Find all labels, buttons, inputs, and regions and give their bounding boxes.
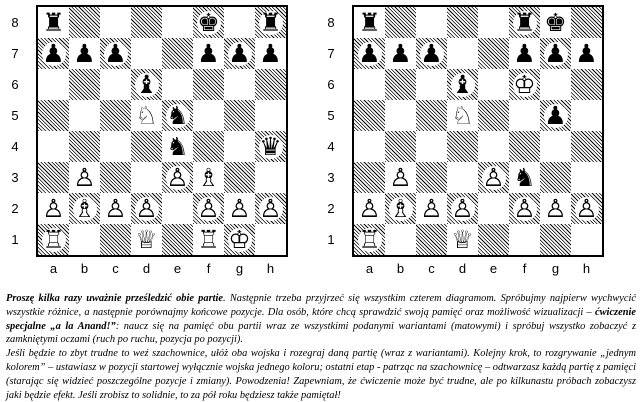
white-queen-icon: ♕ — [451, 225, 474, 254]
square-d2 — [447, 193, 478, 224]
square-b8 — [385, 7, 416, 38]
square-c2 — [100, 193, 131, 224]
square-d1 — [447, 224, 478, 255]
square-a5 — [38, 100, 69, 131]
black-queen-icon: ♛ — [259, 132, 282, 161]
file-label: b — [396, 261, 405, 276]
square-d8 — [131, 7, 162, 38]
black-pawn-icon: ♟ — [104, 39, 127, 68]
square-b1 — [385, 224, 416, 255]
square-d6 — [447, 69, 478, 100]
rank-label: 7 — [11, 46, 19, 61]
square-c6 — [100, 69, 131, 100]
square-g6 — [224, 69, 255, 100]
square-d3 — [131, 162, 162, 193]
square-h4 — [255, 131, 286, 162]
white-pawn-icon: ♙ — [544, 194, 567, 223]
square-d4 — [131, 131, 162, 162]
square-b8 — [69, 7, 100, 38]
square-f7 — [509, 38, 540, 69]
square-e6 — [162, 69, 193, 100]
square-h4 — [571, 131, 602, 162]
square-a4 — [38, 131, 69, 162]
chess-board-right — [352, 5, 604, 257]
white-rook-icon: ♖ — [358, 225, 381, 254]
file-label: g — [235, 261, 244, 276]
square-g7 — [224, 38, 255, 69]
square-h7 — [571, 38, 602, 69]
square-h2 — [571, 193, 602, 224]
square-f6 — [509, 69, 540, 100]
black-rook-icon: ♜ — [513, 8, 536, 37]
black-pawn-icon: ♟ — [73, 39, 96, 68]
white-king-icon: ♔ — [228, 225, 251, 254]
square-g1 — [540, 224, 571, 255]
white-bishop-icon: ♗ — [389, 194, 412, 223]
square-d8 — [447, 7, 478, 38]
square-g1 — [224, 224, 255, 255]
square-a2 — [38, 193, 69, 224]
black-pawn-icon: ♟ — [420, 39, 443, 68]
black-knight-icon: ♞ — [166, 101, 189, 130]
white-knight-icon: ♘ — [135, 101, 158, 130]
square-f5 — [193, 100, 224, 131]
white-pawn-icon: ♙ — [389, 163, 412, 192]
file-labels-right — [354, 261, 602, 277]
rank-label: 8 — [327, 15, 335, 30]
square-e5 — [478, 100, 509, 131]
square-a5 — [354, 100, 385, 131]
rank-label: 7 — [327, 46, 335, 61]
square-e1 — [478, 224, 509, 255]
black-pawn-icon: ♟ — [513, 39, 536, 68]
square-c5 — [100, 100, 131, 131]
black-bishop-icon: ♝ — [135, 70, 158, 99]
rank-label: 1 — [327, 232, 335, 247]
black-rook-icon: ♜ — [358, 8, 381, 37]
rank-label: 1 — [11, 232, 19, 247]
file-label: a — [365, 261, 374, 276]
file-label: c — [428, 261, 435, 276]
paragraph-1-lead: Proszę kilka razy uważnie prześledzić obie partie — [6, 293, 224, 304]
square-d1 — [131, 224, 162, 255]
white-pawn-icon: ♙ — [259, 194, 282, 223]
square-f3 — [509, 162, 540, 193]
square-a8 — [354, 7, 385, 38]
white-king-icon: ♔ — [513, 70, 536, 99]
black-pawn-icon: ♟ — [544, 101, 567, 130]
square-e4 — [162, 131, 193, 162]
square-b2 — [69, 193, 100, 224]
square-e1 — [162, 224, 193, 255]
square-e2 — [478, 193, 509, 224]
square-c8 — [100, 7, 131, 38]
black-king-icon: ♚ — [544, 8, 567, 37]
square-a4 — [354, 131, 385, 162]
rank-label: 2 — [327, 201, 335, 216]
square-b6 — [69, 69, 100, 100]
square-g8 — [224, 7, 255, 38]
rank-labels-left — [6, 7, 24, 255]
rank-label: 2 — [11, 201, 19, 216]
exercise-description — [6, 292, 636, 402]
black-knight-icon: ♞ — [166, 132, 189, 161]
square-b7 — [69, 38, 100, 69]
black-rook-icon: ♜ — [259, 8, 282, 37]
square-f7 — [193, 38, 224, 69]
rank-label: 3 — [327, 170, 335, 185]
rank-label: 5 — [11, 108, 19, 123]
black-pawn-icon: ♟ — [228, 39, 251, 68]
square-f4 — [509, 131, 540, 162]
square-g2 — [540, 193, 571, 224]
square-a3 — [354, 162, 385, 193]
square-e7 — [162, 38, 193, 69]
square-a8 — [38, 7, 69, 38]
square-e8 — [478, 7, 509, 38]
square-g7 — [540, 38, 571, 69]
file-labels-left — [38, 261, 286, 277]
square-h5 — [255, 100, 286, 131]
square-g6 — [540, 69, 571, 100]
square-e3 — [162, 162, 193, 193]
square-f4 — [193, 131, 224, 162]
square-g8 — [540, 7, 571, 38]
square-a7 — [38, 38, 69, 69]
white-pawn-icon: ♙ — [228, 194, 251, 223]
black-pawn-icon: ♟ — [42, 39, 65, 68]
white-pawn-icon: ♙ — [513, 194, 536, 223]
file-label: g — [551, 261, 560, 276]
white-bishop-icon: ♗ — [197, 163, 220, 192]
square-b4 — [385, 131, 416, 162]
square-b1 — [69, 224, 100, 255]
black-pawn-icon: ♟ — [259, 39, 282, 68]
square-d7 — [131, 38, 162, 69]
square-f2 — [193, 193, 224, 224]
file-label: h — [582, 261, 591, 276]
black-pawn-icon: ♟ — [575, 39, 598, 68]
square-d4 — [447, 131, 478, 162]
white-pawn-icon: ♙ — [73, 163, 96, 192]
square-c1 — [100, 224, 131, 255]
square-c7 — [416, 38, 447, 69]
paragraph-1 — [6, 292, 636, 347]
white-pawn-icon: ♙ — [42, 194, 65, 223]
white-pawn-icon: ♙ — [482, 163, 505, 192]
paragraph-2: Jeśli będzie to zbyt trudne to weź szachownice, ułóż oba wojska i rozegraj daną partię (wraz z wariantami). Kolejny krok, to rozgrywanie „jednym kolorem” – ustawiasz w pozycji startowej wyłącznie wojska jednego koloru; ostatni etap - patrząc na szachownicę – odtwarzasz każdą partię z pamięci (starając się widzieć poszczególne pozycje i zmiany). Powodzenia! Zapewniam, że ćwiczenie może być trudne, ale po kilkunastu próbach zobaczysz jaki będzie efekt. Jeśli zrobisz to solidnie, to za pół roku będziesz także pamiętał! — [6, 348, 636, 401]
square-h6 — [571, 69, 602, 100]
square-e8 — [162, 7, 193, 38]
square-a2 — [354, 193, 385, 224]
black-knight-icon: ♞ — [513, 163, 536, 192]
square-b5 — [69, 100, 100, 131]
square-h7 — [255, 38, 286, 69]
black-pawn-icon: ♟ — [197, 39, 220, 68]
rank-label: 4 — [11, 139, 19, 154]
white-pawn-icon: ♙ — [451, 194, 474, 223]
file-label: a — [49, 261, 58, 276]
white-pawn-icon: ♙ — [135, 194, 158, 223]
square-c6 — [416, 69, 447, 100]
square-h1 — [255, 224, 286, 255]
square-h1 — [571, 224, 602, 255]
square-e5 — [162, 100, 193, 131]
square-a6 — [38, 69, 69, 100]
square-c3 — [416, 162, 447, 193]
square-g2 — [224, 193, 255, 224]
square-c3 — [100, 162, 131, 193]
square-d7 — [447, 38, 478, 69]
white-pawn-icon: ♙ — [104, 194, 127, 223]
square-c4 — [100, 131, 131, 162]
square-e7 — [478, 38, 509, 69]
square-e2 — [162, 193, 193, 224]
square-b6 — [385, 69, 416, 100]
paragraph-1-end: : naucz się na pamięć obu partii wraz ze wszystkimi podanymi wariantami (matowymi) i spróbuj wszystko zobaczyć z zamkniętymi oczami (ruch po ruchu, pozycja po pozycji). — [6, 320, 636, 346]
file-label: h — [266, 261, 275, 276]
black-pawn-icon: ♟ — [544, 39, 567, 68]
square-h3 — [571, 162, 602, 193]
square-b5 — [385, 100, 416, 131]
square-c8 — [416, 7, 447, 38]
square-d3 — [447, 162, 478, 193]
square-c4 — [416, 131, 447, 162]
square-b3 — [385, 162, 416, 193]
square-c7 — [100, 38, 131, 69]
rank-labels-right — [322, 7, 340, 255]
square-b7 — [385, 38, 416, 69]
file-label: c — [112, 261, 119, 276]
square-d5 — [447, 100, 478, 131]
square-a6 — [354, 69, 385, 100]
rank-label: 4 — [327, 139, 335, 154]
black-bishop-icon: ♝ — [451, 70, 474, 99]
square-g5 — [540, 100, 571, 131]
white-pawn-icon: ♙ — [358, 194, 381, 223]
white-pawn-icon: ♙ — [166, 163, 189, 192]
file-label: d — [458, 261, 467, 276]
white-rook-icon: ♖ — [197, 225, 220, 254]
square-h6 — [255, 69, 286, 100]
square-f6 — [193, 69, 224, 100]
rank-label: 8 — [11, 15, 19, 30]
square-b4 — [69, 131, 100, 162]
square-h8 — [571, 7, 602, 38]
special-exercise-title: ćwiczenie specjalne „a la Anand!” — [6, 306, 636, 332]
white-pawn-icon: ♙ — [575, 194, 598, 223]
square-g5 — [224, 100, 255, 131]
square-g3 — [224, 162, 255, 193]
file-label: f — [522, 261, 527, 276]
file-label: f — [206, 261, 211, 276]
paragraph-1-body: . Następnie trzeba przyjrzeć się wszystkim czterem diagramom. Spróbujmy najpierw wychwycić wszystkie różnice, a następnie porównajmy końcowe pozycje. Dla osób, które chcą sprawdzić swoją pamięć oraz możliwość wizualizacji – — [6, 293, 637, 318]
file-label: d — [142, 261, 151, 276]
square-h8 — [255, 7, 286, 38]
square-f2 — [509, 193, 540, 224]
square-a1 — [38, 224, 69, 255]
black-pawn-icon: ♟ — [389, 39, 412, 68]
square-d2 — [131, 193, 162, 224]
chess-board-left — [36, 5, 288, 257]
square-e6 — [478, 69, 509, 100]
file-label: b — [80, 261, 89, 276]
square-h2 — [255, 193, 286, 224]
square-c2 — [416, 193, 447, 224]
square-a3 — [38, 162, 69, 193]
square-g3 — [540, 162, 571, 193]
rank-label: 6 — [327, 77, 335, 92]
white-queen-icon: ♕ — [135, 225, 158, 254]
square-a7 — [354, 38, 385, 69]
white-rook-icon: ♖ — [42, 225, 65, 254]
rank-label: 6 — [11, 77, 19, 92]
square-f1 — [509, 224, 540, 255]
square-e3 — [478, 162, 509, 193]
square-g4 — [224, 131, 255, 162]
file-label: e — [489, 261, 498, 276]
square-f3 — [193, 162, 224, 193]
square-d5 — [131, 100, 162, 131]
white-pawn-icon: ♙ — [197, 194, 220, 223]
white-bishop-icon: ♗ — [73, 194, 96, 223]
square-h5 — [571, 100, 602, 131]
rank-label: 3 — [11, 170, 19, 185]
square-h3 — [255, 162, 286, 193]
square-b3 — [69, 162, 100, 193]
square-a1 — [354, 224, 385, 255]
black-king-icon: ♚ — [197, 8, 220, 37]
square-c5 — [416, 100, 447, 131]
square-c1 — [416, 224, 447, 255]
black-pawn-icon: ♟ — [358, 39, 381, 68]
white-knight-icon: ♘ — [451, 101, 474, 130]
black-rook-icon: ♜ — [42, 8, 65, 37]
square-g4 — [540, 131, 571, 162]
square-d6 — [131, 69, 162, 100]
square-f8 — [509, 7, 540, 38]
file-label: e — [173, 261, 182, 276]
rank-label: 5 — [327, 108, 335, 123]
square-f8 — [193, 7, 224, 38]
white-pawn-icon: ♙ — [420, 194, 443, 223]
square-b2 — [385, 193, 416, 224]
square-e4 — [478, 131, 509, 162]
square-f5 — [509, 100, 540, 131]
square-f1 — [193, 224, 224, 255]
